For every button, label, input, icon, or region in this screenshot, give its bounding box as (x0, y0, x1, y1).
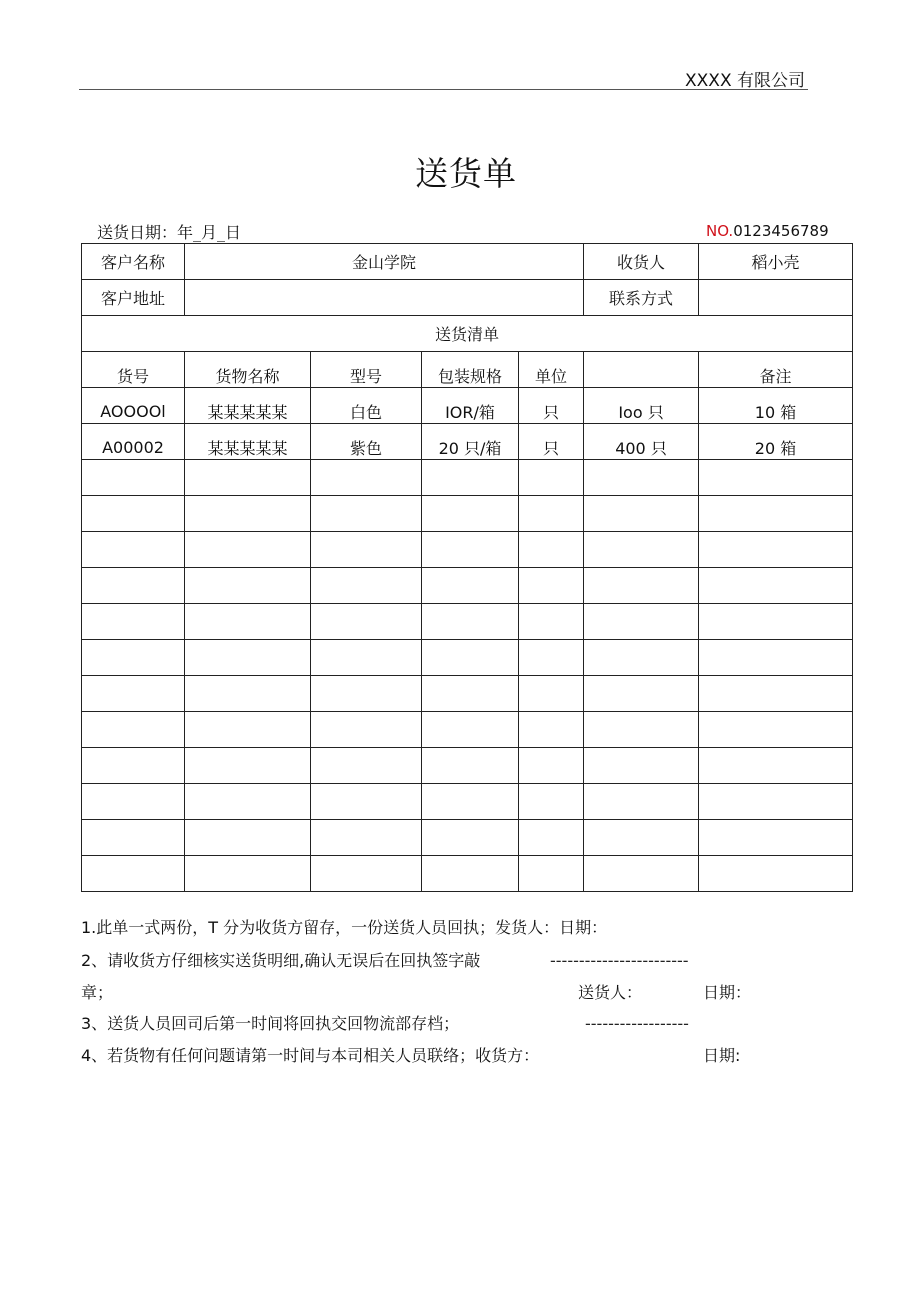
note-line-2-dashes: ------------------------ (550, 951, 689, 970)
table-cell: 只 (519, 424, 584, 460)
table-cell: 白色 (311, 388, 422, 424)
table-cell (422, 568, 519, 604)
column-header-2: 型号 (311, 352, 422, 388)
table-row (82, 424, 853, 460)
table-cell (699, 784, 853, 820)
table-cell (584, 460, 699, 496)
table-cell (519, 784, 584, 820)
table-cell: 10 箱 (699, 388, 853, 424)
table-cell (82, 784, 185, 820)
table-cell (519, 856, 584, 892)
delivery-list-title: 送货清单 (82, 316, 853, 352)
receiver-value: 稻小壳 (699, 244, 853, 280)
table-cell (584, 532, 699, 568)
customer-address-value (185, 280, 584, 316)
table-cell (185, 460, 311, 496)
table-cell (82, 676, 185, 712)
customer-name-value: 金山学院 (185, 244, 584, 280)
note-line-4-dashes: ------------------ (585, 1014, 689, 1033)
table-cell (519, 568, 584, 604)
table-row (82, 676, 853, 712)
table-cell (584, 856, 699, 892)
table-cell (699, 640, 853, 676)
table-cell: 紫色 (311, 424, 422, 460)
column-header-4: 单位 (519, 352, 584, 388)
table-cell: 20 箱 (699, 424, 853, 460)
table-row (82, 640, 853, 676)
header-divider (79, 89, 808, 90)
table-cell (422, 604, 519, 640)
column-header-5 (584, 352, 699, 388)
table-row (82, 820, 853, 856)
delivery-date-value: 年_月_日 (177, 223, 242, 242)
table-cell (699, 496, 853, 532)
table-cell (519, 532, 584, 568)
delivery-table (81, 243, 853, 892)
note-line-2: 2、请收货方仔细核实送货明细,确认无误后在回执签字敲 (81, 951, 481, 970)
table-cell (422, 532, 519, 568)
customer-name-label: 客户名称 (82, 244, 185, 280)
column-header-1: 货物名称 (185, 352, 311, 388)
table-cell (519, 676, 584, 712)
table-cell (311, 748, 422, 784)
table-cell (422, 856, 519, 892)
table-cell (185, 604, 311, 640)
table-cell (311, 532, 422, 568)
table-cell: A00002 (82, 424, 185, 460)
table-cell (519, 748, 584, 784)
column-header-row (82, 352, 853, 388)
table-row (82, 388, 853, 424)
table-cell (82, 460, 185, 496)
order-number-prefix: NO. (706, 222, 734, 240)
table-cell (584, 784, 699, 820)
table-cell (699, 568, 853, 604)
table-cell (519, 604, 584, 640)
column-header-0: 货号 (82, 352, 185, 388)
table-cell (422, 712, 519, 748)
customer-address-label: 客户地址 (82, 280, 185, 316)
table-cell (185, 640, 311, 676)
table-cell (311, 712, 422, 748)
table-cell (699, 748, 853, 784)
delivery-date-label: 送货日期： (97, 223, 178, 242)
contact-label: 联系方式 (584, 280, 699, 316)
order-number (706, 222, 829, 240)
note-receiver-date-label: 日期: (703, 1046, 741, 1065)
table-cell: IOR/箱 (422, 388, 519, 424)
table-cell (699, 532, 853, 568)
column-header-6: 备注 (699, 352, 853, 388)
table-cell (584, 748, 699, 784)
table-cell (699, 604, 853, 640)
order-number-value: 0123456789 (733, 222, 829, 240)
note-line-4: 3、送货人员回司后第一时间将回执交回物流部存档； (81, 1014, 460, 1033)
table-cell (584, 568, 699, 604)
table-cell (311, 496, 422, 532)
table-cell (584, 820, 699, 856)
table-cell (185, 748, 311, 784)
table-cell (422, 748, 519, 784)
table-cell (82, 748, 185, 784)
note-sender-label: 送货人： (578, 983, 643, 1002)
table-cell (311, 820, 422, 856)
table-row (82, 496, 853, 532)
note-line-1: 1.此单一式两份，T 分为收货方留存，一份送货人员回执；发货人：日期： (81, 918, 608, 937)
table-cell (519, 496, 584, 532)
table-row (82, 712, 853, 748)
table-cell: Ioo 只 (584, 388, 699, 424)
table-cell (185, 784, 311, 820)
customer-row-2 (82, 280, 853, 316)
table-cell (584, 496, 699, 532)
table-cell (519, 640, 584, 676)
table-cell (699, 712, 853, 748)
table-cell: 400 只 (584, 424, 699, 460)
table-row (82, 568, 853, 604)
table-cell (311, 604, 422, 640)
table-cell (311, 460, 422, 496)
table-row (82, 748, 853, 784)
table-cell (82, 820, 185, 856)
table-cell (699, 460, 853, 496)
table-cell (422, 496, 519, 532)
table-row (82, 856, 853, 892)
note-line-3-left: 章； (81, 983, 114, 1002)
table-cell (311, 856, 422, 892)
list-title-row (82, 316, 853, 352)
table-cell (519, 460, 584, 496)
table-cell (311, 784, 422, 820)
table-cell (519, 820, 584, 856)
table-cell (584, 676, 699, 712)
table-cell (185, 568, 311, 604)
note-line-5: 4、若货物有任何问题请第一时间与本司相关人员联络；收货方： (81, 1046, 540, 1065)
table-cell (422, 460, 519, 496)
contact-value (699, 280, 853, 316)
table-cell (699, 820, 853, 856)
receiver-label: 收货人 (584, 244, 699, 280)
table-row (82, 784, 853, 820)
document-title: 送货单 (415, 154, 517, 193)
table-cell (519, 712, 584, 748)
table-cell (82, 604, 185, 640)
table-cell (185, 856, 311, 892)
table-cell (82, 496, 185, 532)
delivery-date-line (97, 220, 241, 243)
table-cell (185, 532, 311, 568)
table-cell (422, 784, 519, 820)
table-cell (699, 856, 853, 892)
table-cell (584, 712, 699, 748)
table-row (82, 460, 853, 496)
company-name: XXXX 有限公司 (685, 71, 805, 91)
table-cell (311, 640, 422, 676)
table-cell (82, 568, 185, 604)
table-cell (82, 640, 185, 676)
note-sender-date-label: 日期： (703, 983, 752, 1002)
table-cell (185, 676, 311, 712)
table-cell (422, 820, 519, 856)
table-cell: 某某某某某 (185, 388, 311, 424)
table-cell (82, 856, 185, 892)
table-cell: 某某某某某 (185, 424, 311, 460)
table-cell (82, 712, 185, 748)
table-cell (584, 604, 699, 640)
table-cell (185, 820, 311, 856)
table-cell (185, 712, 311, 748)
table-cell (422, 676, 519, 712)
table-cell (422, 640, 519, 676)
table-cell (311, 568, 422, 604)
table-row (82, 604, 853, 640)
table-cell: 只 (519, 388, 584, 424)
table-cell (82, 532, 185, 568)
customer-row-1 (82, 244, 853, 280)
table-cell: AOOOOl (82, 388, 185, 424)
table-row (82, 532, 853, 568)
table-cell (311, 676, 422, 712)
table-cell: 20 只/箱 (422, 424, 519, 460)
table-cell (185, 496, 311, 532)
column-header-3: 包装规格 (422, 352, 519, 388)
table-cell (584, 640, 699, 676)
table-cell (699, 676, 853, 712)
